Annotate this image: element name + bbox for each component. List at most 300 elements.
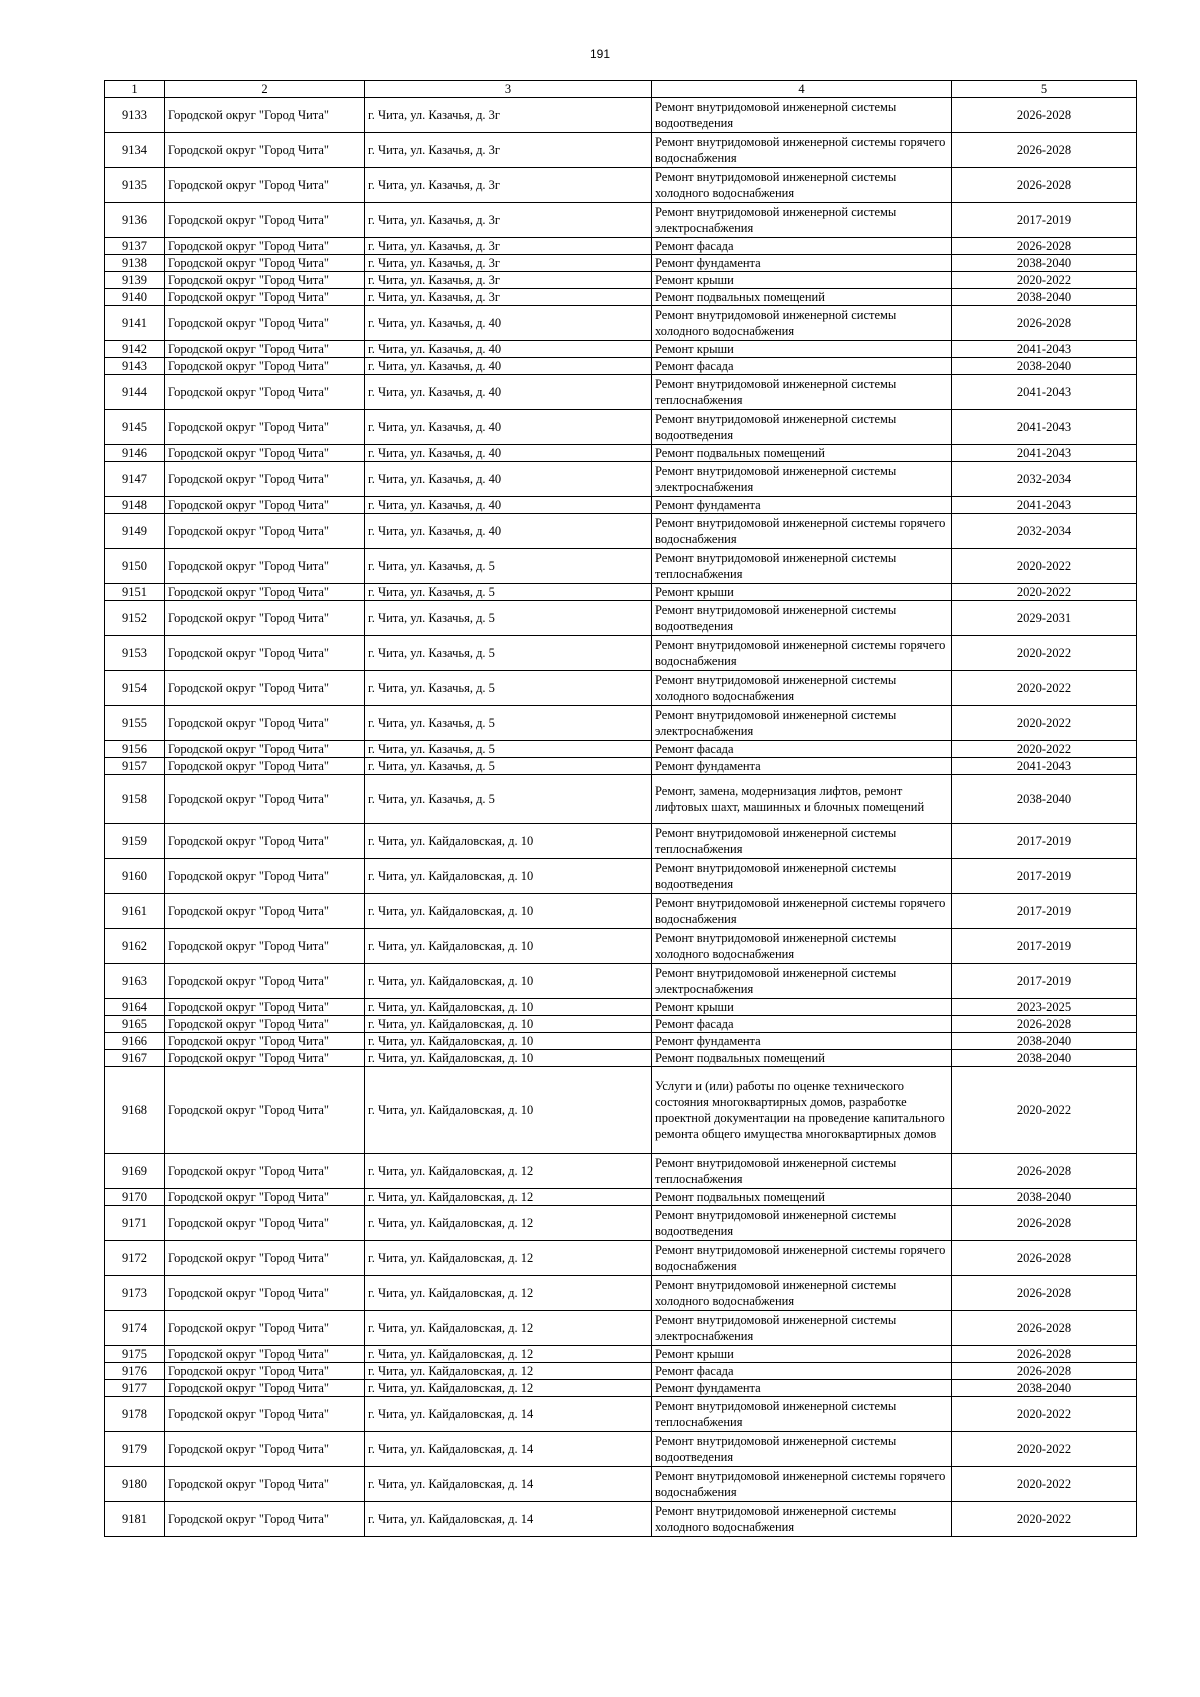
table-row — [105, 306, 1137, 341]
municipality-cell: Городской округ "Город Чита" — [165, 601, 365, 636]
address-cell: г. Чита, ул. Казачья, д. 3г — [365, 168, 652, 203]
work-type-cell: Ремонт фасада — [652, 1363, 952, 1380]
row-number: 9156 — [105, 741, 165, 758]
table-row — [105, 758, 1137, 775]
period-cell: 2032-2034 — [952, 462, 1137, 497]
table-row — [105, 1311, 1137, 1346]
address-cell: г. Чита, ул. Кайдаловская, д. 12 — [365, 1276, 652, 1311]
address-cell: г. Чита, ул. Казачья, д. 5 — [365, 758, 652, 775]
municipality-cell: Городской округ "Город Чита" — [165, 1033, 365, 1050]
period-cell: 2026-2028 — [952, 133, 1137, 168]
work-type-cell: Ремонт внутридомовой инженерной системы электроснабжения — [652, 964, 952, 999]
table-row — [105, 964, 1137, 999]
table-row — [105, 601, 1137, 636]
work-type-cell: Ремонт подвальных помещений — [652, 1050, 952, 1067]
row-number: 9160 — [105, 859, 165, 894]
table-row — [105, 1397, 1137, 1432]
municipality-cell: Городской округ "Город Чита" — [165, 1206, 365, 1241]
municipality-cell: Городской округ "Город Чита" — [165, 1432, 365, 1467]
municipality-cell: Городской округ "Город Чита" — [165, 741, 365, 758]
address-cell: г. Чита, ул. Кайдаловская, д. 10 — [365, 1016, 652, 1033]
work-type-cell: Ремонт внутридомовой инженерной системы теплоснабжения — [652, 1397, 952, 1432]
address-cell: г. Чита, ул. Кайдаловская, д. 12 — [365, 1189, 652, 1206]
work-type-cell: Ремонт фундамента — [652, 1033, 952, 1050]
column-header-4: 4 — [652, 81, 952, 98]
address-cell: г. Чита, ул. Кайдаловская, д. 10 — [365, 824, 652, 859]
work-type-cell: Ремонт внутридомовой инженерной системы водоотведения — [652, 1432, 952, 1467]
address-cell: г. Чита, ул. Казачья, д. 40 — [365, 341, 652, 358]
row-number: 9164 — [105, 999, 165, 1016]
municipality-cell: Городской округ "Город Чита" — [165, 1397, 365, 1432]
work-type-cell: Ремонт внутридомовой инженерной системы холодного водоснабжения — [652, 1276, 952, 1311]
work-type-cell: Ремонт внутридомовой инженерной системы холодного водоснабжения — [652, 306, 952, 341]
row-number: 9150 — [105, 549, 165, 584]
municipality-cell: Городской округ "Город Чита" — [165, 1346, 365, 1363]
row-number: 9171 — [105, 1206, 165, 1241]
table-row — [105, 375, 1137, 410]
municipality-cell: Городской округ "Город Чита" — [165, 1467, 365, 1502]
row-number: 9178 — [105, 1397, 165, 1432]
address-cell: г. Чита, ул. Казачья, д. 40 — [365, 462, 652, 497]
period-cell: 2020-2022 — [952, 706, 1137, 741]
row-number: 9180 — [105, 1467, 165, 1502]
period-cell: 2026-2028 — [952, 98, 1137, 133]
address-cell: г. Чита, ул. Кайдаловская, д. 12 — [365, 1346, 652, 1363]
period-cell: 2041-2043 — [952, 410, 1137, 445]
period-cell: 2041-2043 — [952, 445, 1137, 462]
table-row — [105, 671, 1137, 706]
address-cell: г. Чита, ул. Кайдаловская, д. 10 — [365, 1050, 652, 1067]
row-number: 9176 — [105, 1363, 165, 1380]
municipality-cell: Городской округ "Город Чита" — [165, 462, 365, 497]
municipality-cell: Городской округ "Город Чита" — [165, 1276, 365, 1311]
period-cell: 2026-2028 — [952, 168, 1137, 203]
address-cell: г. Чита, ул. Казачья, д. 5 — [365, 706, 652, 741]
municipality-cell: Городской округ "Город Чита" — [165, 1154, 365, 1189]
work-type-cell: Услуги и (или) работы по оценке технического состояния многоквартирных домов, разработке проектной документации на проведение капитального ремонта общего имущества многоквартирных домов — [652, 1067, 952, 1154]
address-cell: г. Чита, ул. Кайдаловская, д. 10 — [365, 929, 652, 964]
municipality-cell: Городской округ "Город Чита" — [165, 584, 365, 601]
work-type-cell: Ремонт внутридомовой инженерной системы холодного водоснабжения — [652, 168, 952, 203]
row-number: 9146 — [105, 445, 165, 462]
work-type-cell: Ремонт крыши — [652, 999, 952, 1016]
address-cell: г. Чита, ул. Казачья, д. 40 — [365, 306, 652, 341]
period-cell: 2026-2028 — [952, 238, 1137, 255]
period-cell: 2026-2028 — [952, 1016, 1137, 1033]
period-cell: 2020-2022 — [952, 584, 1137, 601]
period-cell: 2017-2019 — [952, 824, 1137, 859]
work-type-cell: Ремонт внутридомовой инженерной системы горячего водоснабжения — [652, 1467, 952, 1502]
page-number: 191 — [589, 47, 611, 61]
address-cell: г. Чита, ул. Казачья, д. 5 — [365, 601, 652, 636]
table-row — [105, 203, 1137, 238]
address-cell: г. Чита, ул. Кайдаловская, д. 12 — [365, 1311, 652, 1346]
table-row — [105, 1346, 1137, 1363]
work-type-cell: Ремонт внутридомовой инженерной системы водоотведения — [652, 859, 952, 894]
table-row — [105, 168, 1137, 203]
table-row — [105, 497, 1137, 514]
municipality-cell: Городской округ "Город Чита" — [165, 497, 365, 514]
work-type-cell: Ремонт внутридомовой инженерной системы электроснабжения — [652, 706, 952, 741]
row-number: 9165 — [105, 1016, 165, 1033]
row-number: 9152 — [105, 601, 165, 636]
row-number: 9139 — [105, 272, 165, 289]
period-cell: 2017-2019 — [952, 929, 1137, 964]
period-cell: 2026-2028 — [952, 1154, 1137, 1189]
table-row — [105, 706, 1137, 741]
row-number: 9153 — [105, 636, 165, 671]
municipality-cell: Городской округ "Город Чита" — [165, 133, 365, 168]
table-row — [105, 1033, 1137, 1050]
period-cell: 2026-2028 — [952, 1206, 1137, 1241]
work-type-cell: Ремонт внутридомовой инженерной системы водоотведения — [652, 1206, 952, 1241]
row-number: 9143 — [105, 358, 165, 375]
work-type-cell: Ремонт фасада — [652, 741, 952, 758]
address-cell: г. Чита, ул. Кайдаловская, д. 10 — [365, 999, 652, 1016]
table-row — [105, 514, 1137, 549]
period-cell: 2038-2040 — [952, 289, 1137, 306]
address-cell: г. Чита, ул. Казачья, д. 5 — [365, 549, 652, 584]
period-cell: 2038-2040 — [952, 1050, 1137, 1067]
row-number: 9158 — [105, 775, 165, 824]
work-type-cell: Ремонт фундамента — [652, 758, 952, 775]
row-number: 9140 — [105, 289, 165, 306]
municipality-cell: Городской округ "Город Чита" — [165, 1311, 365, 1346]
municipality-cell: Городской округ "Город Чита" — [165, 1016, 365, 1033]
address-cell: г. Чита, ул. Казачья, д. 40 — [365, 375, 652, 410]
header-row — [105, 81, 1137, 98]
table-row — [105, 1206, 1137, 1241]
row-number: 9170 — [105, 1189, 165, 1206]
period-cell: 2020-2022 — [952, 1502, 1137, 1537]
period-cell: 2032-2034 — [952, 514, 1137, 549]
municipality-cell: Городской округ "Город Чита" — [165, 98, 365, 133]
period-cell: 2023-2025 — [952, 999, 1137, 1016]
municipality-cell: Городской округ "Город Чита" — [165, 255, 365, 272]
municipality-cell: Городской округ "Город Чита" — [165, 203, 365, 238]
row-number: 9141 — [105, 306, 165, 341]
row-number: 9148 — [105, 497, 165, 514]
work-type-cell: Ремонт внутридомовой инженерной системы холодного водоснабжения — [652, 929, 952, 964]
row-number: 9142 — [105, 341, 165, 358]
address-cell: г. Чита, ул. Кайдаловская, д. 14 — [365, 1397, 652, 1432]
municipality-cell: Городской округ "Город Чита" — [165, 706, 365, 741]
address-cell: г. Чита, ул. Кайдаловская, д. 12 — [365, 1241, 652, 1276]
table-row — [105, 1016, 1137, 1033]
work-type-cell: Ремонт внутридомовой инженерной системы горячего водоснабжения — [652, 133, 952, 168]
work-type-cell: Ремонт внутридомовой инженерной системы водоотведения — [652, 98, 952, 133]
period-cell: 2026-2028 — [952, 306, 1137, 341]
municipality-cell: Городской округ "Город Чита" — [165, 272, 365, 289]
address-cell: г. Чита, ул. Казачья, д. 3г — [365, 238, 652, 255]
municipality-cell: Городской округ "Город Чита" — [165, 758, 365, 775]
period-cell: 2020-2022 — [952, 549, 1137, 584]
period-cell: 2026-2028 — [952, 1276, 1137, 1311]
table-row — [105, 289, 1137, 306]
row-number: 9167 — [105, 1050, 165, 1067]
period-cell: 2026-2028 — [952, 1241, 1137, 1276]
work-type-cell: Ремонт крыши — [652, 272, 952, 289]
period-cell: 2041-2043 — [952, 497, 1137, 514]
work-type-cell: Ремонт внутридомовой инженерной системы электроснабжения — [652, 203, 952, 238]
municipality-cell: Городской округ "Город Чита" — [165, 289, 365, 306]
work-type-cell: Ремонт внутридомовой инженерной системы холодного водоснабжения — [652, 1502, 952, 1537]
work-type-cell: Ремонт внутридомовой инженерной системы водоотведения — [652, 601, 952, 636]
municipality-cell: Городской округ "Город Чита" — [165, 894, 365, 929]
period-cell: 2017-2019 — [952, 203, 1137, 238]
municipality-cell: Городской округ "Город Чита" — [165, 514, 365, 549]
row-number: 9147 — [105, 462, 165, 497]
period-cell: 2041-2043 — [952, 341, 1137, 358]
table-row — [105, 1432, 1137, 1467]
table-row — [105, 1050, 1137, 1067]
address-cell: г. Чита, ул. Кайдаловская, д. 10 — [365, 964, 652, 999]
table-row — [105, 894, 1137, 929]
row-number: 9177 — [105, 1380, 165, 1397]
work-type-cell: Ремонт внутридомовой инженерной системы электроснабжения — [652, 462, 952, 497]
work-type-cell: Ремонт фундамента — [652, 255, 952, 272]
municipality-cell: Городской округ "Город Чита" — [165, 999, 365, 1016]
row-number: 9155 — [105, 706, 165, 741]
column-header-5: 5 — [952, 81, 1137, 98]
table-row — [105, 1154, 1137, 1189]
work-type-cell: Ремонт фундамента — [652, 497, 952, 514]
work-type-cell: Ремонт крыши — [652, 584, 952, 601]
period-cell: 2020-2022 — [952, 671, 1137, 706]
address-cell: г. Чита, ул. Кайдаловская, д. 12 — [365, 1154, 652, 1189]
table-row — [105, 859, 1137, 894]
address-cell: г. Чита, ул. Кайдаловская, д. 12 — [365, 1380, 652, 1397]
municipality-cell: Городской округ "Город Чита" — [165, 306, 365, 341]
municipality-cell: Городской округ "Город Чита" — [165, 358, 365, 375]
row-number: 9173 — [105, 1276, 165, 1311]
work-type-cell: Ремонт подвальных помещений — [652, 289, 952, 306]
table-row — [105, 741, 1137, 758]
period-cell: 2020-2022 — [952, 1397, 1137, 1432]
table-row — [105, 358, 1137, 375]
row-number: 9181 — [105, 1502, 165, 1537]
row-number: 9161 — [105, 894, 165, 929]
row-number: 9133 — [105, 98, 165, 133]
municipality-cell: Городской округ "Город Чита" — [165, 1380, 365, 1397]
table-row — [105, 1276, 1137, 1311]
table-row — [105, 1241, 1137, 1276]
table-row — [105, 1467, 1137, 1502]
address-cell: г. Чита, ул. Казачья, д. 40 — [365, 445, 652, 462]
municipality-cell: Городской округ "Город Чита" — [165, 824, 365, 859]
period-cell: 2020-2022 — [952, 741, 1137, 758]
period-cell: 2041-2043 — [952, 375, 1137, 410]
row-number: 9168 — [105, 1067, 165, 1154]
address-cell: г. Чита, ул. Казачья, д. 3г — [365, 289, 652, 306]
work-type-cell: Ремонт внутридомовой инженерной системы электроснабжения — [652, 1311, 952, 1346]
municipality-cell: Городской округ "Город Чита" — [165, 1363, 365, 1380]
period-cell: 2038-2040 — [952, 775, 1137, 824]
address-cell: г. Чита, ул. Казачья, д. 3г — [365, 203, 652, 238]
work-type-cell: Ремонт подвальных помещений — [652, 1189, 952, 1206]
work-type-cell: Ремонт внутридомовой инженерной системы горячего водоснабжения — [652, 636, 952, 671]
municipality-cell: Городской округ "Город Чита" — [165, 445, 365, 462]
row-number: 9157 — [105, 758, 165, 775]
table-row — [105, 775, 1137, 824]
work-type-cell: Ремонт внутридомовой инженерной системы горячего водоснабжения — [652, 514, 952, 549]
table-row — [105, 255, 1137, 272]
address-cell: г. Чита, ул. Кайдаловская, д. 14 — [365, 1432, 652, 1467]
row-number: 9135 — [105, 168, 165, 203]
row-number: 9154 — [105, 671, 165, 706]
address-cell: г. Чита, ул. Кайдаловская, д. 12 — [365, 1363, 652, 1380]
table-row — [105, 410, 1137, 445]
address-cell: г. Чита, ул. Казачья, д. 3г — [365, 98, 652, 133]
table-row — [105, 445, 1137, 462]
work-type-cell: Ремонт фасада — [652, 1016, 952, 1033]
address-cell: г. Чита, ул. Казачья, д. 5 — [365, 671, 652, 706]
municipality-cell: Городской округ "Город Чита" — [165, 238, 365, 255]
municipality-cell: Городской округ "Город Чита" — [165, 1050, 365, 1067]
period-cell: 2026-2028 — [952, 1363, 1137, 1380]
period-cell: 2020-2022 — [952, 1067, 1137, 1154]
work-type-cell: Ремонт внутридомовой инженерной системы горячего водоснабжения — [652, 894, 952, 929]
work-type-cell: Ремонт внутридомовой инженерной системы теплоснабжения — [652, 1154, 952, 1189]
table-header — [105, 81, 1137, 98]
work-type-cell: Ремонт крыши — [652, 341, 952, 358]
column-header-2: 2 — [165, 81, 365, 98]
address-cell: г. Чита, ул. Кайдаловская, д. 14 — [365, 1467, 652, 1502]
table-row — [105, 1502, 1137, 1537]
address-cell: г. Чита, ул. Казачья, д. 5 — [365, 775, 652, 824]
period-cell: 2038-2040 — [952, 358, 1137, 375]
period-cell: 2017-2019 — [952, 964, 1137, 999]
work-type-cell: Ремонт внутридомовой инженерной системы теплоснабжения — [652, 549, 952, 584]
address-cell: г. Чита, ул. Казачья, д. 5 — [365, 584, 652, 601]
address-cell: г. Чита, ул. Казачья, д. 40 — [365, 410, 652, 445]
table-row — [105, 636, 1137, 671]
address-cell: г. Чита, ул. Кайдаловская, д. 10 — [365, 1033, 652, 1050]
address-cell: г. Чита, ул. Кайдаловская, д. 12 — [365, 1206, 652, 1241]
address-cell: г. Чита, ул. Казачья, д. 3г — [365, 133, 652, 168]
address-cell: г. Чита, ул. Казачья, д. 5 — [365, 741, 652, 758]
table-row — [105, 341, 1137, 358]
table-row — [105, 999, 1137, 1016]
period-cell: 2029-2031 — [952, 601, 1137, 636]
table-row — [105, 238, 1137, 255]
row-number: 9179 — [105, 1432, 165, 1467]
row-number: 9137 — [105, 238, 165, 255]
period-cell: 2038-2040 — [952, 1033, 1137, 1050]
table-row — [105, 1363, 1137, 1380]
work-type-cell: Ремонт, замена, модернизация лифтов, ремонт лифтовых шахт, машинных и блочных помещений — [652, 775, 952, 824]
period-cell: 2038-2040 — [952, 1380, 1137, 1397]
period-cell: 2020-2022 — [952, 1467, 1137, 1502]
row-number: 9136 — [105, 203, 165, 238]
work-type-cell: Ремонт фундамента — [652, 1380, 952, 1397]
municipality-cell: Городской округ "Город Чита" — [165, 1067, 365, 1154]
row-number: 9149 — [105, 514, 165, 549]
table-row — [105, 1189, 1137, 1206]
row-number: 9138 — [105, 255, 165, 272]
municipality-cell: Городской округ "Город Чита" — [165, 929, 365, 964]
row-number: 9134 — [105, 133, 165, 168]
address-cell: г. Чита, ул. Казачья, д. 3г — [365, 255, 652, 272]
address-cell: г. Чита, ул. Кайдаловская, д. 10 — [365, 1067, 652, 1154]
period-cell: 2041-2043 — [952, 758, 1137, 775]
municipality-cell: Городской округ "Город Чита" — [165, 549, 365, 584]
table-row — [105, 133, 1137, 168]
row-number: 9166 — [105, 1033, 165, 1050]
table-row — [105, 549, 1137, 584]
municipality-cell: Городской округ "Город Чита" — [165, 671, 365, 706]
address-cell: г. Чита, ул. Казачья, д. 40 — [365, 514, 652, 549]
period-cell: 2017-2019 — [952, 894, 1137, 929]
column-header-3: 3 — [365, 81, 652, 98]
table-body — [105, 98, 1137, 1537]
municipality-cell: Городской округ "Город Чита" — [165, 1502, 365, 1537]
table-row — [105, 1067, 1137, 1154]
table-row — [105, 272, 1137, 289]
table-row — [105, 462, 1137, 497]
address-cell: г. Чита, ул. Казачья, д. 5 — [365, 636, 652, 671]
municipality-cell: Городской округ "Город Чита" — [165, 859, 365, 894]
work-type-cell: Ремонт внутридомовой инженерной системы водоотведения — [652, 410, 952, 445]
row-number: 9163 — [105, 964, 165, 999]
address-cell: г. Чита, ул. Казачья, д. 3г — [365, 272, 652, 289]
municipality-cell: Городской округ "Город Чита" — [165, 636, 365, 671]
period-cell: 2020-2022 — [952, 1432, 1137, 1467]
table-row — [105, 98, 1137, 133]
work-type-cell: Ремонт крыши — [652, 1346, 952, 1363]
work-type-cell: Ремонт фасада — [652, 238, 952, 255]
address-cell: г. Чита, ул. Казачья, д. 40 — [365, 497, 652, 514]
column-header-1: 1 — [105, 81, 165, 98]
municipality-cell: Городской округ "Город Чита" — [165, 964, 365, 999]
work-type-cell: Ремонт внутридомовой инженерной системы горячего водоснабжения — [652, 1241, 952, 1276]
municipality-cell: Городской округ "Город Чита" — [165, 375, 365, 410]
work-type-cell: Ремонт фасада — [652, 358, 952, 375]
row-number: 9145 — [105, 410, 165, 445]
address-cell: г. Чита, ул. Кайдаловская, д. 14 — [365, 1502, 652, 1537]
row-number: 9162 — [105, 929, 165, 964]
municipality-cell: Городской округ "Город Чита" — [165, 775, 365, 824]
period-cell: 2020-2022 — [952, 636, 1137, 671]
table-row — [105, 1380, 1137, 1397]
row-number: 9175 — [105, 1346, 165, 1363]
row-number: 9151 — [105, 584, 165, 601]
row-number: 9144 — [105, 375, 165, 410]
address-cell: г. Чита, ул. Казачья, д. 40 — [365, 358, 652, 375]
period-cell: 2026-2028 — [952, 1311, 1137, 1346]
address-cell: г. Чита, ул. Кайдаловская, д. 10 — [365, 894, 652, 929]
municipality-cell: Городской округ "Город Чита" — [165, 1189, 365, 1206]
work-type-cell: Ремонт внутридомовой инженерной системы теплоснабжения — [652, 824, 952, 859]
table-row — [105, 584, 1137, 601]
row-number: 9174 — [105, 1311, 165, 1346]
period-cell: 2020-2022 — [952, 272, 1137, 289]
period-cell: 2017-2019 — [952, 859, 1137, 894]
municipality-cell: Городской округ "Город Чита" — [165, 168, 365, 203]
work-type-cell: Ремонт подвальных помещений — [652, 445, 952, 462]
period-cell: 2026-2028 — [952, 1346, 1137, 1363]
work-type-cell: Ремонт внутридомовой инженерной системы теплоснабжения — [652, 375, 952, 410]
period-cell: 2038-2040 — [952, 255, 1137, 272]
table-row — [105, 824, 1137, 859]
row-number: 9169 — [105, 1154, 165, 1189]
repair-schedule-table — [104, 80, 1137, 1537]
row-number: 9159 — [105, 824, 165, 859]
municipality-cell: Городской округ "Город Чита" — [165, 1241, 365, 1276]
table-row — [105, 929, 1137, 964]
row-number: 9172 — [105, 1241, 165, 1276]
address-cell: г. Чита, ул. Кайдаловская, д. 10 — [365, 859, 652, 894]
